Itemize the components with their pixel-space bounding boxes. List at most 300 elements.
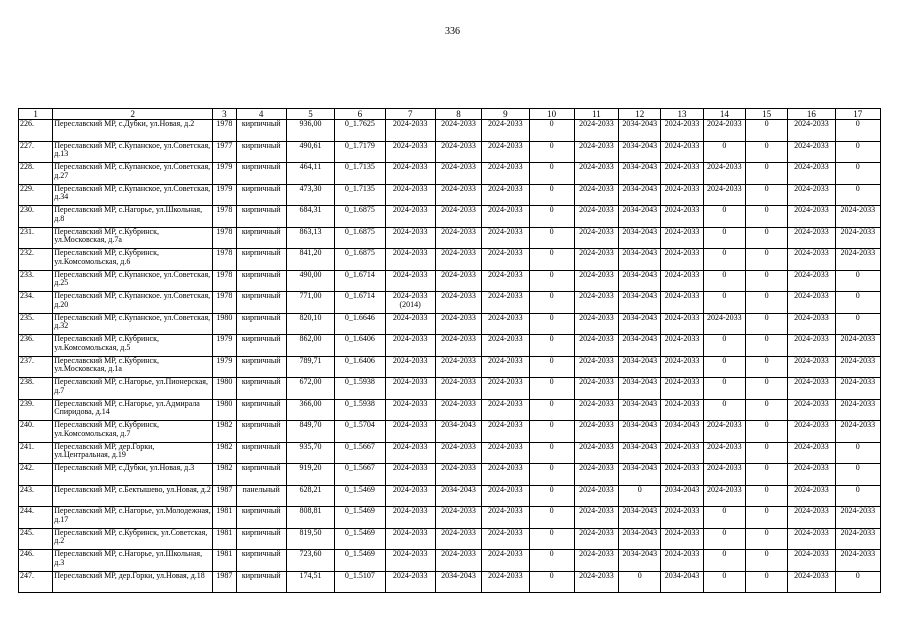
table-row <box>19 120 881 142</box>
table-cell: 2024-2033 <box>661 356 703 378</box>
table-cell: 684,31 <box>286 206 334 228</box>
column-header-1: 1 <box>19 109 53 120</box>
table-cell: 2024-2033 <box>835 528 880 550</box>
table-cell: 2024-2033 <box>703 464 745 486</box>
address-cell: Переславский МР, с.Нагорье, ул.Молодежная, д.17 <box>53 507 213 529</box>
table-cell: 2024-2033 <box>574 184 618 206</box>
table-cell: 2034-2043 <box>619 464 661 486</box>
table-cell: 0 <box>745 421 787 443</box>
table-row <box>19 485 881 507</box>
table-cell: 789,71 <box>286 356 334 378</box>
table-cell: 2024-2033 <box>574 528 618 550</box>
table-cell: 2024-2033 <box>385 485 435 507</box>
table-cell: кирпичный <box>236 292 286 314</box>
table-cell: 2024-2033 <box>788 141 835 163</box>
table-cell: 2024-2033 <box>482 292 529 314</box>
table-cell: 2024-2033 <box>788 270 835 292</box>
table-cell: кирпичный <box>236 313 286 335</box>
table-cell: 0 <box>529 227 574 249</box>
table-cell: 0_1.5469 <box>335 550 385 572</box>
table-cell: 2024-2033 <box>574 335 618 357</box>
table-cell: 2024-2033 <box>385 571 435 593</box>
table-cell: 2034-2043 <box>661 421 703 443</box>
table-cell: 2024-2033 <box>661 120 703 142</box>
table-cell: 808,81 <box>286 507 334 529</box>
table-cell: 1978 <box>213 206 236 228</box>
column-header-11: 11 <box>574 109 618 120</box>
row-number: 227. <box>19 141 53 163</box>
table-cell: 0 <box>745 356 787 378</box>
table-cell: 2024-2033 <box>482 421 529 443</box>
table-cell: 0 <box>745 270 787 292</box>
table-cell: 2024-2033 <box>788 485 835 507</box>
table-cell: 2024-2033 <box>435 120 481 142</box>
table-cell: 1979 <box>213 356 236 378</box>
table-cell: 2024-2033 <box>574 163 618 185</box>
table-cell: 2034-2043 <box>661 571 703 593</box>
column-header-15: 15 <box>745 109 787 120</box>
table-cell: 2024-2033 <box>835 550 880 572</box>
table-cell: 0 <box>529 485 574 507</box>
table-cell: 2024-2033 <box>435 313 481 335</box>
table-row <box>19 528 881 550</box>
table-cell: 2024-2033 <box>482 227 529 249</box>
table-cell: 0 <box>529 507 574 529</box>
table-cell: 2024-2033 <box>574 270 618 292</box>
table-cell: 2024-2033 <box>574 120 618 142</box>
table-cell: 0 <box>745 378 787 400</box>
table-cell: 0 <box>835 464 880 486</box>
table-cell: 0_1.5469 <box>335 528 385 550</box>
table-cell: 0_1.6406 <box>335 335 385 357</box>
table-cell: кирпичный <box>236 141 286 163</box>
table-cell: 2024-2033 <box>788 507 835 529</box>
table-cell: 2024-2033 <box>482 206 529 228</box>
table-cell: 2024-2033 <box>661 313 703 335</box>
table-cell: кирпичный <box>236 249 286 271</box>
table-cell: кирпичный <box>236 550 286 572</box>
table-cell: 2024-2033 <box>835 421 880 443</box>
table-cell: 2024-2033 <box>835 335 880 357</box>
table-cell: 1978 <box>213 292 236 314</box>
table-cell: 919,20 <box>286 464 334 486</box>
table-cell: 2024-2033 <box>835 227 880 249</box>
table-cell: 0 <box>529 378 574 400</box>
address-cell: Переславский МР, с.Купанское, ул.Советская, д.25 <box>53 270 213 292</box>
table-cell: 2024-2033 <box>385 507 435 529</box>
row-number: 237. <box>19 356 53 378</box>
table-cell: 2024-2033 <box>435 292 481 314</box>
table-cell: 0 <box>745 141 787 163</box>
table-cell: 2024-2033 <box>661 163 703 185</box>
table-cell: 1981 <box>213 507 236 529</box>
table-cell: 0 <box>703 356 745 378</box>
table-cell: 0 <box>835 485 880 507</box>
table-cell: 0_1.5704 <box>335 421 385 443</box>
row-number: 231. <box>19 227 53 249</box>
table-cell: 1980 <box>213 378 236 400</box>
table-cell: 0 <box>745 184 787 206</box>
table-cell: 2024-2033 <box>482 464 529 486</box>
address-cell: Переславский МР, с.Кубринск, ул.Советская, д.2 <box>53 528 213 550</box>
address-cell: Переславский МР, с.Кубринск, ул.Комсомольская, д.7 <box>53 421 213 443</box>
table-cell: 2024-2033 <box>661 206 703 228</box>
table-cell: 2024-2033 <box>835 206 880 228</box>
column-header-9: 9 <box>482 109 529 120</box>
table-cell: 0 <box>529 335 574 357</box>
table-cell: 0 <box>529 120 574 142</box>
table-cell: 0 <box>745 206 787 228</box>
address-cell: Переславский МР, с.Кубринск, ул.Московская, д.1а <box>53 356 213 378</box>
column-header-3: 3 <box>213 109 236 120</box>
table-cell: 2034-2043 <box>435 571 481 593</box>
row-number: 246. <box>19 550 53 572</box>
table-cell: 2024-2033 <box>574 550 618 572</box>
table-cell: 0 <box>703 378 745 400</box>
table-row <box>19 421 881 443</box>
table-cell: 771,00 <box>286 292 334 314</box>
table-cell: 464,11 <box>286 163 334 185</box>
table-cell: 672,00 <box>286 378 334 400</box>
table-cell: 0 <box>529 550 574 572</box>
table-cell: 0 <box>529 571 574 593</box>
table-row <box>19 399 881 421</box>
table-cell: 366,00 <box>286 399 334 421</box>
table-cell: 2034-2043 <box>435 485 481 507</box>
table-cell: 0 <box>529 184 574 206</box>
table-cell: 2024-2033 <box>574 313 618 335</box>
column-header-13: 13 <box>661 109 703 120</box>
address-cell: Переславский МР, с.Кубринск, ул.Комсомольская, д.5 <box>53 335 213 357</box>
row-number: 247. <box>19 571 53 593</box>
table-cell: 2024-2033 <box>435 163 481 185</box>
table-cell: 2024-2033 <box>661 335 703 357</box>
table-cell: 2024-2033 <box>385 227 435 249</box>
table-cell: 2024-2033 <box>435 141 481 163</box>
table-cell: 0_1.6875 <box>335 249 385 271</box>
table-cell: 0 <box>529 163 574 185</box>
table-row <box>19 335 881 357</box>
table-cell: 1980 <box>213 313 236 335</box>
table-cell: кирпичный <box>236 120 286 142</box>
table-cell: 0 <box>745 249 787 271</box>
table-cell: 2024-2033 <box>661 378 703 400</box>
table-cell: 2024-2033 <box>788 356 835 378</box>
address-cell: Переславский МР, с.Купанское, ул.Советская, д.32 <box>53 313 213 335</box>
table-cell: 2024-2033 <box>385 378 435 400</box>
column-header-14: 14 <box>703 109 745 120</box>
table-cell: 0 <box>529 270 574 292</box>
table-cell: 2024-2033 <box>435 399 481 421</box>
table-cell: 2024-2033 <box>435 270 481 292</box>
table-cell: 1981 <box>213 550 236 572</box>
address-cell: Переславский МР, с.Дубки, ул.Новая, д.3 <box>53 464 213 486</box>
table-cell: 2024-2033 <box>385 313 435 335</box>
table-cell: 490,00 <box>286 270 334 292</box>
table-cell: 0_1.6875 <box>335 206 385 228</box>
table-cell: 2034-2043 <box>619 550 661 572</box>
row-number: 229. <box>19 184 53 206</box>
table-cell: 0_1.5938 <box>335 378 385 400</box>
table-cell: 2024-2033 <box>482 313 529 335</box>
table-row <box>19 249 881 271</box>
table-cell: 2024-2033 <box>435 528 481 550</box>
table-cell: 2024-2033 <box>788 571 835 593</box>
table-cell: 0 <box>835 141 880 163</box>
table-cell: 2024-2033 <box>788 163 835 185</box>
table-cell: 0 <box>703 206 745 228</box>
table-cell: 0 <box>529 399 574 421</box>
table-cell: 2024-2033 <box>835 399 880 421</box>
column-header-12: 12 <box>619 109 661 120</box>
table-cell: 2024-2033 <box>385 356 435 378</box>
table-cell: 0_1.7135 <box>335 163 385 185</box>
table-cell: кирпичный <box>236 464 286 486</box>
table-cell: 0 <box>703 507 745 529</box>
table-cell: 2034-2043 <box>435 421 481 443</box>
table-cell: 0_1.6875 <box>335 227 385 249</box>
table-cell: 936,00 <box>286 120 334 142</box>
table-cell: 1978 <box>213 270 236 292</box>
table-cell: 0_1.5938 <box>335 399 385 421</box>
table-cell: 0 <box>619 571 661 593</box>
table-cell: 723,60 <box>286 550 334 572</box>
table-row <box>19 227 881 249</box>
table-cell: 0 <box>619 485 661 507</box>
table-row <box>19 442 881 464</box>
table-cell: 2034-2043 <box>619 163 661 185</box>
table-cell: 0 <box>745 507 787 529</box>
address-cell: Переславский МР, с.Нагорье, ул.Пионерская, д.7 <box>53 378 213 400</box>
table-cell: 2024-2033 <box>661 528 703 550</box>
table-cell: кирпичный <box>236 507 286 529</box>
table-cell: 2034-2043 <box>619 249 661 271</box>
table-cell: 2034-2043 <box>619 313 661 335</box>
address-cell: Переславский МР, с.Купанское. ул.Советская, д.20 <box>53 292 213 314</box>
table-cell: 2024-2033 <box>661 227 703 249</box>
table-cell: 2024-2033 <box>788 184 835 206</box>
table-cell: 0 <box>745 528 787 550</box>
table-cell: 1982 <box>213 421 236 443</box>
table-cell: 2024-2033 <box>788 399 835 421</box>
table-cell: 2024-2033 <box>574 292 618 314</box>
table-cell: 2024-2033 <box>435 464 481 486</box>
table-cell: 0 <box>703 335 745 357</box>
table-cell: кирпичный <box>236 356 286 378</box>
table-cell: 0_1.5469 <box>335 485 385 507</box>
table-cell: 2024-2033 <box>482 184 529 206</box>
table-cell: 2024-2033 <box>482 485 529 507</box>
table-cell: 2024-2033 <box>435 378 481 400</box>
table-cell: 820,10 <box>286 313 334 335</box>
row-number: 226. <box>19 120 53 142</box>
table-cell: кирпичный <box>236 378 286 400</box>
table-cell: 2024-2033 <box>385 464 435 486</box>
table-cell: 0 <box>745 464 787 486</box>
table-cell: 1977 <box>213 141 236 163</box>
table-cell: 2024-2033 (2014) <box>385 292 435 314</box>
table-cell: 0 <box>745 442 787 464</box>
table-cell: 2024-2033 <box>435 442 481 464</box>
table-cell: 2024-2033 <box>788 464 835 486</box>
table-cell: 2024-2033 <box>482 550 529 572</box>
table-cell: кирпичный <box>236 399 286 421</box>
table-cell: 1978 <box>213 249 236 271</box>
table-cell: 0 <box>835 313 880 335</box>
table-cell: 2024-2033 <box>435 227 481 249</box>
table-cell: 0 <box>835 292 880 314</box>
table-cell: 2024-2033 <box>703 421 745 443</box>
table-row <box>19 184 881 206</box>
table-cell: 2024-2033 <box>385 120 435 142</box>
table-cell: 0 <box>835 270 880 292</box>
table-cell: 849,70 <box>286 421 334 443</box>
table-cell: 2024-2033 <box>661 249 703 271</box>
table-cell: 2024-2033 <box>788 292 835 314</box>
table-cell: 2024-2033 <box>661 464 703 486</box>
address-cell: Переславский МР, с.Кубринск, ул.Комсомольская, д.6 <box>53 249 213 271</box>
table-cell: 2024-2033 <box>482 378 529 400</box>
table-cell: 628,21 <box>286 485 334 507</box>
table-cell: 1982 <box>213 442 236 464</box>
column-header-4: 4 <box>236 109 286 120</box>
table-cell: 0 <box>529 313 574 335</box>
table-row <box>19 378 881 400</box>
table-cell: 0 <box>529 249 574 271</box>
table-cell: 2024-2033 <box>574 485 618 507</box>
table-cell: 0_1.7179 <box>335 141 385 163</box>
row-number: 228. <box>19 163 53 185</box>
table-cell: 0 <box>529 206 574 228</box>
table-cell: 2024-2033 <box>435 550 481 572</box>
column-header-16: 16 <box>788 109 835 120</box>
table-body <box>19 120 881 593</box>
table-cell: 1980 <box>213 399 236 421</box>
table-cell: 0 <box>745 313 787 335</box>
row-number: 238. <box>19 378 53 400</box>
table-cell: 2024-2033 <box>788 120 835 142</box>
table-cell: 2024-2033 <box>385 206 435 228</box>
table-cell: 2024-2033 <box>482 399 529 421</box>
table-cell: 935,70 <box>286 442 334 464</box>
row-number: 241. <box>19 442 53 464</box>
table-cell: 2034-2043 <box>619 184 661 206</box>
table-cell: кирпичный <box>236 528 286 550</box>
table-cell: 0 <box>835 571 880 593</box>
table-cell: кирпичный <box>236 163 286 185</box>
table-cell: 2024-2033 <box>661 141 703 163</box>
table-cell: 2024-2033 <box>385 335 435 357</box>
table-cell: 2024-2033 <box>574 378 618 400</box>
table-row <box>19 163 881 185</box>
table-cell: 2024-2033 <box>574 507 618 529</box>
address-cell: Переславский МР, с.Дубки, ул.Новая, д.2 <box>53 120 213 142</box>
table-cell: 2024-2033 <box>435 507 481 529</box>
column-header-2: 2 <box>53 109 213 120</box>
table-cell: 0 <box>745 335 787 357</box>
table-cell: 2024-2033 <box>574 227 618 249</box>
table-cell: 2024-2033 <box>703 442 745 464</box>
table-cell: 2024-2033 <box>482 335 529 357</box>
row-number: 245. <box>19 528 53 550</box>
table-cell: кирпичный <box>236 206 286 228</box>
table-cell: 2024-2033 <box>661 507 703 529</box>
table-row <box>19 464 881 486</box>
table-row <box>19 356 881 378</box>
table-cell: 2034-2043 <box>619 227 661 249</box>
table-cell: 0 <box>703 528 745 550</box>
row-number: 236. <box>19 335 53 357</box>
column-header-5: 5 <box>286 109 334 120</box>
row-number: 243. <box>19 485 53 507</box>
table-cell: 0 <box>745 120 787 142</box>
table-cell: 2024-2033 <box>482 571 529 593</box>
table-cell: 2024-2033 <box>482 120 529 142</box>
table-cell: 0_1.6646 <box>335 313 385 335</box>
row-number: 244. <box>19 507 53 529</box>
table-cell: 2024-2033 <box>385 421 435 443</box>
row-number: 239. <box>19 399 53 421</box>
table-cell: 1987 <box>213 571 236 593</box>
table-cell: 0 <box>703 550 745 572</box>
table-cell: 841,20 <box>286 249 334 271</box>
table-cell: 2024-2033 <box>435 335 481 357</box>
table-cell: 1982 <box>213 464 236 486</box>
table-cell: 2024-2033 <box>788 335 835 357</box>
table-cell: 2024-2033 <box>482 507 529 529</box>
table-cell: 0_1.6406 <box>335 356 385 378</box>
table-cell: 2024-2033 <box>385 528 435 550</box>
table-cell: 2024-2033 <box>661 399 703 421</box>
table-cell: 862,00 <box>286 335 334 357</box>
table-cell: 2024-2033 <box>703 313 745 335</box>
table-cell: 2034-2043 <box>619 120 661 142</box>
table-cell: 2034-2043 <box>619 421 661 443</box>
table-cell: 0 <box>529 141 574 163</box>
table-cell: 0_1.7625 <box>335 120 385 142</box>
table-cell: 2024-2033 <box>385 141 435 163</box>
table-cell: 2034-2043 <box>619 442 661 464</box>
table-cell: 0_1.6714 <box>335 292 385 314</box>
table-header <box>19 109 881 120</box>
table-cell: 2024-2033 <box>574 571 618 593</box>
table-cell: 0 <box>703 399 745 421</box>
table-cell: 0_1.5667 <box>335 464 385 486</box>
table-cell: 2024-2033 <box>703 163 745 185</box>
table-cell: 2024-2033 <box>435 249 481 271</box>
table-cell: 0 <box>529 421 574 443</box>
table-cell: 2024-2033 <box>574 249 618 271</box>
table-cell: 0 <box>703 270 745 292</box>
table-cell: 1978 <box>213 227 236 249</box>
table-cell: 0_1.7135 <box>335 184 385 206</box>
table-cell: 2024-2033 <box>385 270 435 292</box>
table-cell: 2024-2033 <box>385 249 435 271</box>
row-number: 232. <box>19 249 53 271</box>
table-row <box>19 550 881 572</box>
table-cell: 2024-2033 <box>482 141 529 163</box>
table-cell: 0_1.5667 <box>335 442 385 464</box>
table-cell: 2024-2033 <box>435 184 481 206</box>
table-cell: 2024-2033 <box>574 464 618 486</box>
table-cell: 2024-2033 <box>482 528 529 550</box>
table-cell: 0_1.6714 <box>335 270 385 292</box>
table-cell: кирпичный <box>236 421 286 443</box>
table-cell: 2024-2033 <box>482 249 529 271</box>
table-cell: 0 <box>745 163 787 185</box>
table-cell: 2024-2033 <box>574 442 618 464</box>
table-cell: 2034-2043 <box>619 335 661 357</box>
